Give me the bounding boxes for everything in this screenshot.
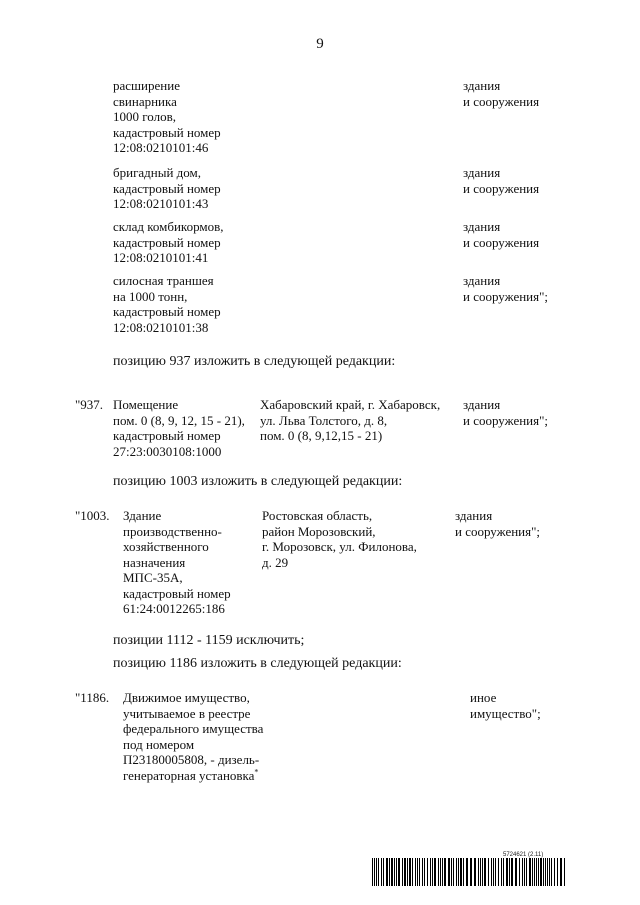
entry-name: расширение свинарника 1000 голов, кадастровый номер 12:08:0210101:46	[113, 78, 221, 155]
document-code: 5724621 (2.11)	[503, 852, 544, 858]
instruction-1003: позицию 1003 изложить в следующей редакции:	[113, 474, 403, 489]
entry-type: иное имущество";	[470, 690, 541, 721]
entry-type: здания и сооружения	[463, 78, 540, 109]
entry-type: здания и сооружения	[463, 165, 540, 196]
entry-name: склад комбикормов, кадастровый номер 12:08:0210101:41	[113, 219, 224, 265]
entry-name: силосная траншея на 1000 тонн, кадастровый номер 12:08:0210101:38	[113, 273, 221, 335]
barcode-image	[371, 858, 567, 886]
instruction-1186: позицию 1186 изложить в следующей редакции:	[113, 656, 402, 671]
entry-name: Здание производственно- хозяйственного назначения МПС-35А, кадастровый номер 61:24:0012265:186	[123, 508, 231, 616]
instruction-1112: позиции 1112 - 1159 исключить;	[113, 633, 305, 648]
page-number: 9	[316, 36, 324, 52]
entry-address: Ростовская область, район Морозовский, г. Морозовск, ул. Филонова, д. 29	[262, 508, 417, 570]
entry-number: "937.	[75, 397, 104, 412]
instruction-937: позицию 937 изложить в следующей редакции:	[113, 354, 396, 369]
entry-address: Хабаровский край, г. Хабаровск, ул. Льва Толстого, д. 8, пом. 0 (8, 9,12,15 - 21)	[260, 397, 441, 443]
entry-name: бригадный дом, кадастровый номер 12:08:0210101:43	[113, 165, 221, 211]
entry-name: Помещение пом. 0 (8, 9, 12, 15 - 21), кадастровый номер 27:23:0030108:1000	[113, 397, 245, 459]
footnote-mark: *	[254, 767, 259, 777]
entry-name	[123, 690, 263, 783]
entry-number: "1186.	[75, 690, 110, 705]
entry-number: "1003.	[75, 508, 110, 523]
entry-type: здания и сооружения";	[455, 508, 541, 539]
entry-name-text: Движимое имущество, учитываемое в реестре федерального имущества под номером П23180005808, - дизель- генераторная установка	[123, 690, 264, 783]
entry-type: здания и сооружения	[463, 219, 540, 250]
entry-type: здания и сооружения";	[463, 397, 549, 428]
entry-type: здания и сооружения";	[463, 273, 549, 304]
